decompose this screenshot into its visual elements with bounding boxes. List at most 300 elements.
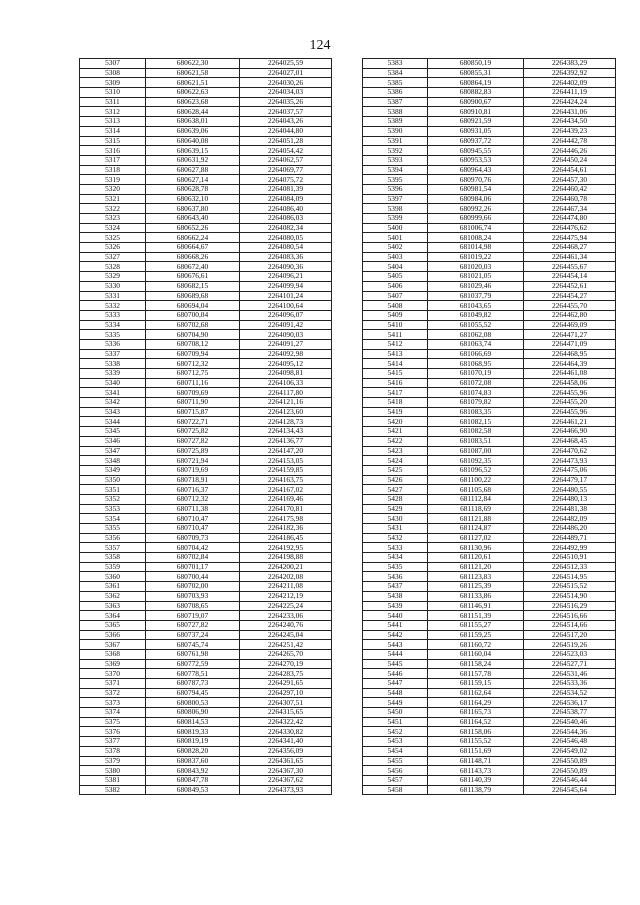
y-coordinate-cell: 2264123,60 [240, 407, 332, 417]
point-number-cell: 5442 [363, 630, 428, 640]
table-row [80, 688, 332, 698]
y-coordinate-cell: 2264134,43 [240, 427, 332, 437]
point-number-cell: 5387 [363, 97, 428, 107]
y-coordinate-cell: 2264411,19 [524, 88, 616, 98]
table-row [80, 669, 332, 679]
table-row [363, 117, 616, 127]
point-number-cell: 5358 [80, 553, 146, 563]
point-number-cell: 5334 [80, 320, 146, 330]
table-row [80, 78, 332, 88]
point-number-cell: 5324 [80, 223, 146, 233]
x-coordinate-cell: 680999,66 [428, 214, 524, 224]
y-coordinate-cell: 2264455,20 [524, 398, 616, 408]
y-coordinate-cell: 2264101,24 [240, 291, 332, 301]
point-number-cell: 5375 [80, 717, 146, 727]
x-coordinate-cell: 680710,47 [146, 514, 240, 524]
point-number-cell: 5347 [80, 446, 146, 456]
y-coordinate-cell: 2264515,52 [524, 582, 616, 592]
point-number-cell: 5409 [363, 310, 428, 320]
point-number-cell: 5330 [80, 281, 146, 291]
table-row [363, 533, 616, 543]
y-coordinate-cell: 2264446,26 [524, 146, 616, 156]
table-row [80, 107, 332, 117]
y-coordinate-cell: 2264025,59 [240, 59, 332, 69]
point-number-cell: 5430 [363, 514, 428, 524]
table-row [363, 456, 616, 466]
coordinates-table-left [79, 58, 332, 795]
table-row [363, 630, 616, 640]
y-coordinate-cell: 2264198,88 [240, 553, 332, 563]
x-coordinate-cell: 680709,94 [146, 349, 240, 359]
table-row [363, 126, 616, 136]
point-number-cell: 5398 [363, 204, 428, 214]
table-row [80, 562, 332, 572]
point-number-cell: 5311 [80, 97, 146, 107]
y-coordinate-cell: 2264182,36 [240, 524, 332, 534]
table-row [80, 737, 332, 747]
x-coordinate-cell: 680711,90 [146, 398, 240, 408]
point-number-cell: 5331 [80, 291, 146, 301]
point-number-cell: 5435 [363, 562, 428, 572]
point-number-cell: 5433 [363, 543, 428, 553]
y-coordinate-cell: 2264492,99 [524, 543, 616, 553]
x-coordinate-cell: 681158,06 [428, 727, 524, 737]
point-number-cell: 5379 [80, 756, 146, 766]
table-row [363, 669, 616, 679]
x-coordinate-cell: 680662,24 [146, 233, 240, 243]
x-coordinate-cell: 681105,68 [428, 485, 524, 495]
x-coordinate-cell: 680628,44 [146, 107, 240, 117]
x-coordinate-cell: 681066,69 [428, 349, 524, 359]
point-number-cell: 5361 [80, 582, 146, 592]
x-coordinate-cell: 680623,68 [146, 97, 240, 107]
table-row [80, 524, 332, 534]
table-row [80, 553, 332, 563]
point-number-cell: 5343 [80, 407, 146, 417]
table-row [363, 524, 616, 534]
x-coordinate-cell: 681100,22 [428, 475, 524, 485]
y-coordinate-cell: 2264516,66 [524, 611, 616, 621]
table-row [80, 465, 332, 475]
table-row [363, 204, 616, 214]
x-coordinate-cell: 680725,82 [146, 427, 240, 437]
table-row [363, 756, 616, 766]
point-number-cell: 5376 [80, 727, 146, 737]
point-number-cell: 5405 [363, 272, 428, 282]
y-coordinate-cell: 2264550,89 [524, 756, 616, 766]
table-row [80, 775, 332, 785]
table-row [363, 698, 616, 708]
x-coordinate-cell: 680712,32 [146, 359, 240, 369]
x-coordinate-cell: 680627,88 [146, 165, 240, 175]
table-row [80, 175, 332, 185]
table-row [80, 456, 332, 466]
table-row [363, 155, 616, 165]
table-row [80, 252, 332, 262]
table-row [363, 688, 616, 698]
x-coordinate-cell: 681124,87 [428, 524, 524, 534]
point-number-cell: 5353 [80, 504, 146, 514]
table-row [363, 562, 616, 572]
point-number-cell: 5320 [80, 184, 146, 194]
y-coordinate-cell: 2264170,81 [240, 504, 332, 514]
point-number-cell: 5385 [363, 78, 428, 88]
table-row [80, 165, 332, 175]
point-number-cell: 5414 [363, 359, 428, 369]
table-row [80, 475, 332, 485]
table-row [363, 436, 616, 446]
table-row [363, 233, 616, 243]
table-row [80, 291, 332, 301]
x-coordinate-cell: 681164,29 [428, 698, 524, 708]
point-number-cell: 5336 [80, 339, 146, 349]
x-coordinate-cell: 680708,12 [146, 339, 240, 349]
x-coordinate-cell: 681049,82 [428, 310, 524, 320]
x-coordinate-cell: 680837,60 [146, 756, 240, 766]
x-coordinate-cell: 681127,02 [428, 533, 524, 543]
x-coordinate-cell: 680711,38 [146, 504, 240, 514]
table-row [363, 136, 616, 146]
x-coordinate-cell: 680737,24 [146, 630, 240, 640]
table-row [363, 320, 616, 330]
table-row [80, 630, 332, 640]
x-coordinate-cell: 680725,89 [146, 446, 240, 456]
y-coordinate-cell: 2264516,29 [524, 601, 616, 611]
x-coordinate-cell: 680709,73 [146, 533, 240, 543]
point-number-cell: 5323 [80, 214, 146, 224]
x-coordinate-cell: 680622,30 [146, 59, 240, 69]
table-row [80, 349, 332, 359]
y-coordinate-cell: 2264297,10 [240, 688, 332, 698]
x-coordinate-cell: 681068,95 [428, 359, 524, 369]
y-coordinate-cell: 2264533,36 [524, 679, 616, 689]
y-coordinate-cell: 2264051,28 [240, 136, 332, 146]
table-row [363, 252, 616, 262]
table-row [363, 194, 616, 204]
y-coordinate-cell: 2264514,90 [524, 591, 616, 601]
point-number-cell: 5408 [363, 301, 428, 311]
table-row [80, 126, 332, 136]
point-number-cell: 5425 [363, 465, 428, 475]
x-coordinate-cell: 680721,94 [146, 456, 240, 466]
table-row [80, 417, 332, 427]
y-coordinate-cell: 2264153,05 [240, 456, 332, 466]
x-coordinate-cell: 681155,52 [428, 737, 524, 747]
y-coordinate-cell: 2264212,19 [240, 591, 332, 601]
table-row [363, 359, 616, 369]
point-number-cell: 5355 [80, 524, 146, 534]
y-coordinate-cell: 2264527,71 [524, 659, 616, 669]
x-coordinate-cell: 680953,53 [428, 155, 524, 165]
x-coordinate-cell: 681130,96 [428, 543, 524, 553]
table-row [363, 291, 616, 301]
point-number-cell: 5364 [80, 611, 146, 621]
y-coordinate-cell: 2264454,61 [524, 165, 616, 175]
y-coordinate-cell: 2264460,42 [524, 184, 616, 194]
table-row [80, 88, 332, 98]
y-coordinate-cell: 2264549,02 [524, 746, 616, 756]
x-coordinate-cell: 681074,83 [428, 388, 524, 398]
y-coordinate-cell: 2264202,08 [240, 572, 332, 582]
x-coordinate-cell: 681146,91 [428, 601, 524, 611]
point-number-cell: 5308 [80, 68, 146, 78]
table-row [363, 766, 616, 776]
y-coordinate-cell: 2264186,45 [240, 533, 332, 543]
table-row [80, 640, 332, 650]
table-row [80, 301, 332, 311]
point-number-cell: 5421 [363, 427, 428, 437]
y-coordinate-cell: 2264233,06 [240, 611, 332, 621]
y-coordinate-cell: 2264283,75 [240, 669, 332, 679]
point-number-cell: 5445 [363, 659, 428, 669]
y-coordinate-cell: 2264034,03 [240, 88, 332, 98]
y-coordinate-cell: 2264510,91 [524, 553, 616, 563]
point-number-cell: 5365 [80, 620, 146, 630]
point-number-cell: 5344 [80, 417, 146, 427]
y-coordinate-cell: 2264461,21 [524, 417, 616, 427]
y-coordinate-cell: 2264514,66 [524, 620, 616, 630]
x-coordinate-cell: 680819,19 [146, 737, 240, 747]
point-number-cell: 5363 [80, 601, 146, 611]
y-coordinate-cell: 2264361,65 [240, 756, 332, 766]
x-coordinate-cell: 681158,24 [428, 659, 524, 669]
x-coordinate-cell: 680710,47 [146, 524, 240, 534]
point-number-cell: 5402 [363, 243, 428, 253]
table-row [80, 369, 332, 379]
point-number-cell: 5314 [80, 126, 146, 136]
y-coordinate-cell: 2264550,89 [524, 766, 616, 776]
y-coordinate-cell: 2264464,39 [524, 359, 616, 369]
x-coordinate-cell: 680643,40 [146, 214, 240, 224]
table-row [363, 679, 616, 689]
point-number-cell: 5436 [363, 572, 428, 582]
y-coordinate-cell: 2264192,95 [240, 543, 332, 553]
x-coordinate-cell: 681006,74 [428, 223, 524, 233]
point-number-cell: 5443 [363, 640, 428, 650]
x-coordinate-cell: 680709,69 [146, 388, 240, 398]
x-coordinate-cell: 680849,53 [146, 785, 240, 795]
point-number-cell: 5319 [80, 175, 146, 185]
x-coordinate-cell: 680727,82 [146, 436, 240, 446]
y-coordinate-cell: 2264099,94 [240, 281, 332, 291]
table-row [80, 117, 332, 127]
table-row [80, 223, 332, 233]
y-coordinate-cell: 2264470,62 [524, 446, 616, 456]
point-number-cell: 5407 [363, 291, 428, 301]
point-number-cell: 5383 [363, 59, 428, 69]
table-row [80, 494, 332, 504]
x-coordinate-cell: 680702,84 [146, 553, 240, 563]
y-coordinate-cell: 2264480,55 [524, 485, 616, 495]
table-row [80, 339, 332, 349]
point-number-cell: 5378 [80, 746, 146, 756]
table-row [80, 398, 332, 408]
x-coordinate-cell: 681164,52 [428, 717, 524, 727]
table-row [363, 543, 616, 553]
point-number-cell: 5395 [363, 175, 428, 185]
y-coordinate-cell: 2264136,77 [240, 436, 332, 446]
y-coordinate-cell: 2264106,33 [240, 378, 332, 388]
y-coordinate-cell: 2264084,09 [240, 194, 332, 204]
table-row [80, 649, 332, 659]
point-number-cell: 5381 [80, 775, 146, 785]
point-number-cell: 5437 [363, 582, 428, 592]
y-coordinate-cell: 2264086,40 [240, 204, 332, 214]
table-row [363, 107, 616, 117]
table-row [363, 398, 616, 408]
point-number-cell: 5382 [80, 785, 146, 795]
point-number-cell: 5374 [80, 708, 146, 718]
y-coordinate-cell: 2264330,82 [240, 727, 332, 737]
point-number-cell: 5450 [363, 708, 428, 718]
y-coordinate-cell: 2264468,95 [524, 349, 616, 359]
point-number-cell: 5424 [363, 456, 428, 466]
table-row [363, 369, 616, 379]
x-coordinate-cell: 680921,59 [428, 117, 524, 127]
x-coordinate-cell: 680637,80 [146, 204, 240, 214]
y-coordinate-cell: 2264096,07 [240, 310, 332, 320]
table-row [80, 136, 332, 146]
point-number-cell: 5432 [363, 533, 428, 543]
point-number-cell: 5406 [363, 281, 428, 291]
point-number-cell: 5332 [80, 301, 146, 311]
table-row [80, 155, 332, 165]
table-row [363, 175, 616, 185]
table-row [80, 591, 332, 601]
table-row [363, 591, 616, 601]
y-coordinate-cell: 2264468,45 [524, 436, 616, 446]
table-row [363, 301, 616, 311]
point-number-cell: 5368 [80, 649, 146, 659]
x-coordinate-cell: 681155,27 [428, 620, 524, 630]
y-coordinate-cell: 2264431,06 [524, 107, 616, 117]
y-coordinate-cell: 2264546,44 [524, 775, 616, 785]
table-row [80, 611, 332, 621]
x-coordinate-cell: 681143,73 [428, 766, 524, 776]
x-coordinate-cell: 680778,51 [146, 669, 240, 679]
x-coordinate-cell: 680638,01 [146, 117, 240, 127]
table-row [363, 785, 616, 795]
y-coordinate-cell: 2264159,85 [240, 465, 332, 475]
table-row [363, 494, 616, 504]
point-number-cell: 5455 [363, 756, 428, 766]
x-coordinate-cell: 680712,75 [146, 369, 240, 379]
point-number-cell: 5415 [363, 369, 428, 379]
x-coordinate-cell: 680981,54 [428, 184, 524, 194]
point-number-cell: 5350 [80, 475, 146, 485]
y-coordinate-cell: 2264514,95 [524, 572, 616, 582]
table-row [80, 601, 332, 611]
y-coordinate-cell: 2264082,34 [240, 223, 332, 233]
point-number-cell: 5439 [363, 601, 428, 611]
x-coordinate-cell: 680850,19 [428, 59, 524, 69]
y-coordinate-cell: 2264043,26 [240, 117, 332, 127]
y-coordinate-cell: 2264035,26 [240, 97, 332, 107]
y-coordinate-cell: 2264461,34 [524, 252, 616, 262]
table-row [363, 330, 616, 340]
point-number-cell: 5321 [80, 194, 146, 204]
y-coordinate-cell: 2264482,09 [524, 514, 616, 524]
x-coordinate-cell: 680640,08 [146, 136, 240, 146]
y-coordinate-cell: 2264517,20 [524, 630, 616, 640]
table-row [363, 388, 616, 398]
y-coordinate-cell: 2264540,46 [524, 717, 616, 727]
x-coordinate-cell: 680882,83 [428, 88, 524, 98]
y-coordinate-cell: 2264519,26 [524, 640, 616, 650]
table-row [363, 165, 616, 175]
point-number-cell: 5391 [363, 136, 428, 146]
x-coordinate-cell: 681133,86 [428, 591, 524, 601]
y-coordinate-cell: 2264392,92 [524, 68, 616, 78]
point-number-cell: 5397 [363, 194, 428, 204]
table-row [80, 214, 332, 224]
table-row [80, 146, 332, 156]
x-coordinate-cell: 680900,67 [428, 97, 524, 107]
table-row [363, 272, 616, 282]
x-coordinate-cell: 681165,73 [428, 708, 524, 718]
x-coordinate-cell: 680819,33 [146, 727, 240, 737]
point-number-cell: 5351 [80, 485, 146, 495]
table-row [363, 146, 616, 156]
point-number-cell: 5419 [363, 407, 428, 417]
x-coordinate-cell: 681083,35 [428, 407, 524, 417]
x-coordinate-cell: 681160,72 [428, 640, 524, 650]
x-coordinate-cell: 680772,59 [146, 659, 240, 669]
y-coordinate-cell: 2264442,78 [524, 136, 616, 146]
point-number-cell: 5313 [80, 117, 146, 127]
point-number-cell: 5400 [363, 223, 428, 233]
point-number-cell: 5373 [80, 698, 146, 708]
x-coordinate-cell: 680711,16 [146, 378, 240, 388]
table-row [363, 407, 616, 417]
y-coordinate-cell: 2264121,16 [240, 398, 332, 408]
table-row [363, 78, 616, 88]
y-coordinate-cell: 2264523,03 [524, 649, 616, 659]
point-number-cell: 5404 [363, 262, 428, 272]
y-coordinate-cell: 2264356,09 [240, 746, 332, 756]
x-coordinate-cell: 681121,20 [428, 562, 524, 572]
x-coordinate-cell: 680621,58 [146, 68, 240, 78]
table-row [363, 465, 616, 475]
point-number-cell: 5346 [80, 436, 146, 446]
point-number-cell: 5327 [80, 252, 146, 262]
point-number-cell: 5307 [80, 59, 146, 69]
y-coordinate-cell: 2264471,27 [524, 330, 616, 340]
y-coordinate-cell: 2264439,23 [524, 126, 616, 136]
table-row [363, 475, 616, 485]
point-number-cell: 5372 [80, 688, 146, 698]
table-row [80, 243, 332, 253]
x-coordinate-cell: 680910,81 [428, 107, 524, 117]
point-number-cell: 5453 [363, 737, 428, 747]
y-coordinate-cell: 2264473,93 [524, 456, 616, 466]
point-number-cell: 5333 [80, 310, 146, 320]
x-coordinate-cell: 680787,73 [146, 679, 240, 689]
y-coordinate-cell: 2264117,80 [240, 388, 332, 398]
table-row [363, 620, 616, 630]
y-coordinate-cell: 2264240,76 [240, 620, 332, 630]
table-row [363, 553, 616, 563]
table-row [363, 746, 616, 756]
y-coordinate-cell: 2264534,52 [524, 688, 616, 698]
x-coordinate-cell: 681008,24 [428, 233, 524, 243]
point-number-cell: 5316 [80, 146, 146, 156]
y-coordinate-cell: 2264081,39 [240, 184, 332, 194]
point-number-cell: 5431 [363, 524, 428, 534]
point-number-cell: 5340 [80, 378, 146, 388]
y-coordinate-cell: 2264200,21 [240, 562, 332, 572]
x-coordinate-cell: 680716,37 [146, 485, 240, 495]
